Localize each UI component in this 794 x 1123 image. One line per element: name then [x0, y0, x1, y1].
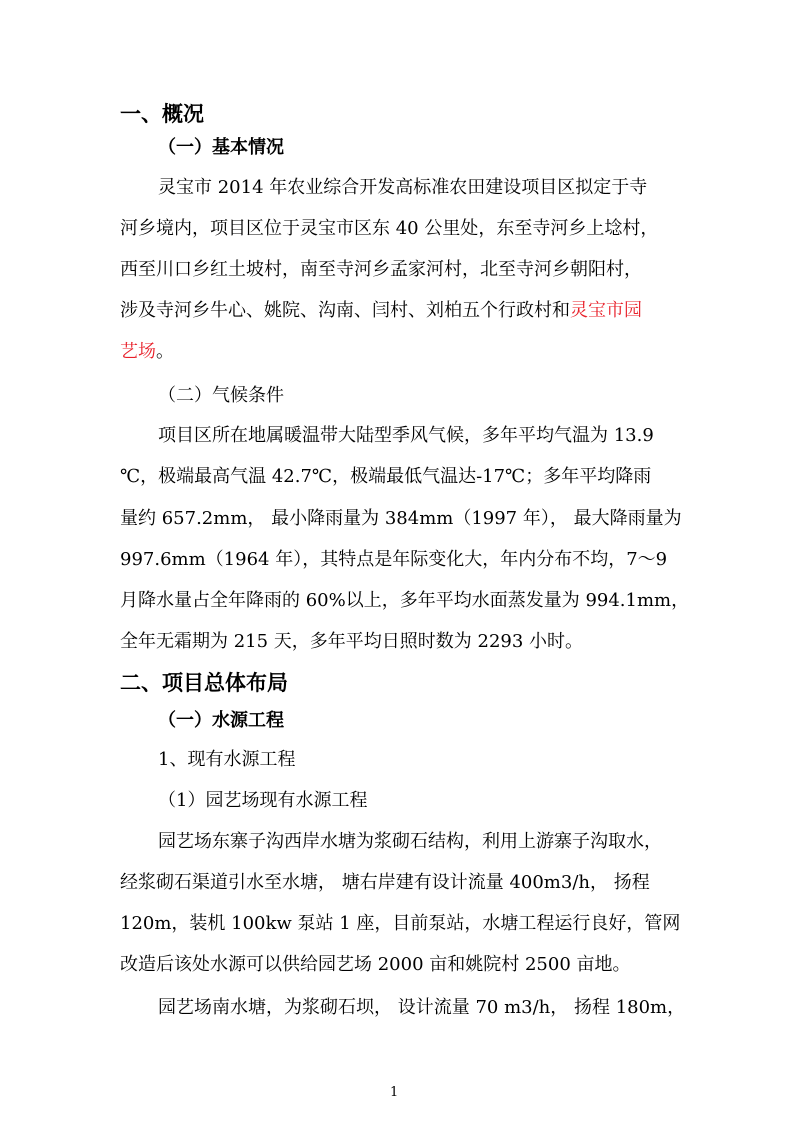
- paragraph-line: 月降水量占全年降雨的 60%以上，多年平均水面蒸发量为 994.1mm，: [120, 590, 690, 611]
- item-subheading: （1）园艺场现有水源工程: [158, 790, 368, 811]
- paragraph-line: 量约 657.2mm， 最小降雨量为 384mm（1997 年）， 最大降雨量为: [120, 508, 682, 529]
- paragraph-line: 西至川口乡红土坡村，南至寺河乡孟家河村，北至寺河乡朝阳村，: [120, 259, 642, 280]
- line-text: 涉及寺河乡牛心、姚院、沟南、闫村、刘柏五个行政村和: [120, 300, 570, 321]
- paragraph-line: [120, 340, 174, 364]
- subsection-heading-climate: （二）气候条件: [158, 385, 284, 406]
- line-text: 。: [156, 341, 174, 362]
- paragraph-line: 河乡境内，项目区位于灵宝市区东 40 公里处，东至寺河乡上埝村，: [120, 218, 659, 239]
- paragraph-line: 120m，装机 100kw 泵站 1 座，目前泵站，水塘工程运行良好，管网: [120, 913, 681, 934]
- paragraph-line: 经浆砌石渠道引水至水塘， 塘右岸建有设计流量 400m3/h， 扬程: [120, 872, 650, 893]
- paragraph-line: 项目区所在地属暖温带大陆型季风气候，多年平均气温为 13.9: [158, 425, 654, 446]
- subsection-heading-basic-info: （一）基本情况: [158, 137, 284, 158]
- item-heading: 1、现有水源工程: [158, 749, 296, 770]
- paragraph-line: 园艺场南水塘，为浆砌石坝， 设计流量 70 m3/h， 扬程 180m，: [158, 997, 686, 1018]
- paragraph-line: 改造后该处水源可以供给园艺场 2000 亩和姚院村 2500 亩地。: [120, 954, 631, 975]
- highlighted-text: 艺场: [120, 341, 156, 362]
- paragraph-line: ℃，极端最高气温 42.7℃，极端最低气温达-17℃；多年平均降雨: [120, 466, 652, 487]
- paragraph-line: 997.6mm（1964 年），其特点是年际变化大，年内分布不均，7～9: [120, 549, 668, 570]
- highlighted-text: 灵宝市园: [570, 300, 642, 321]
- paragraph-line: 全年无霜期为 215 天，多年平均日照时数为 2293 小时。: [120, 631, 584, 652]
- subsection-heading-water-source: （一）水源工程: [158, 710, 284, 731]
- paragraph-line: [120, 299, 642, 323]
- section-heading-layout: 二、项目总体布局: [120, 671, 288, 695]
- paragraph-line: 园艺场东寨子沟西岸水塘为浆砌石结构，利用上游寨子沟取水，: [158, 831, 662, 852]
- page-number: 1: [390, 1085, 399, 1100]
- paragraph-line: 灵宝市 2014 年农业综合开发高标准农田建设项目区拟定于寺: [158, 177, 648, 198]
- section-heading-overview: 一、概况: [120, 102, 204, 126]
